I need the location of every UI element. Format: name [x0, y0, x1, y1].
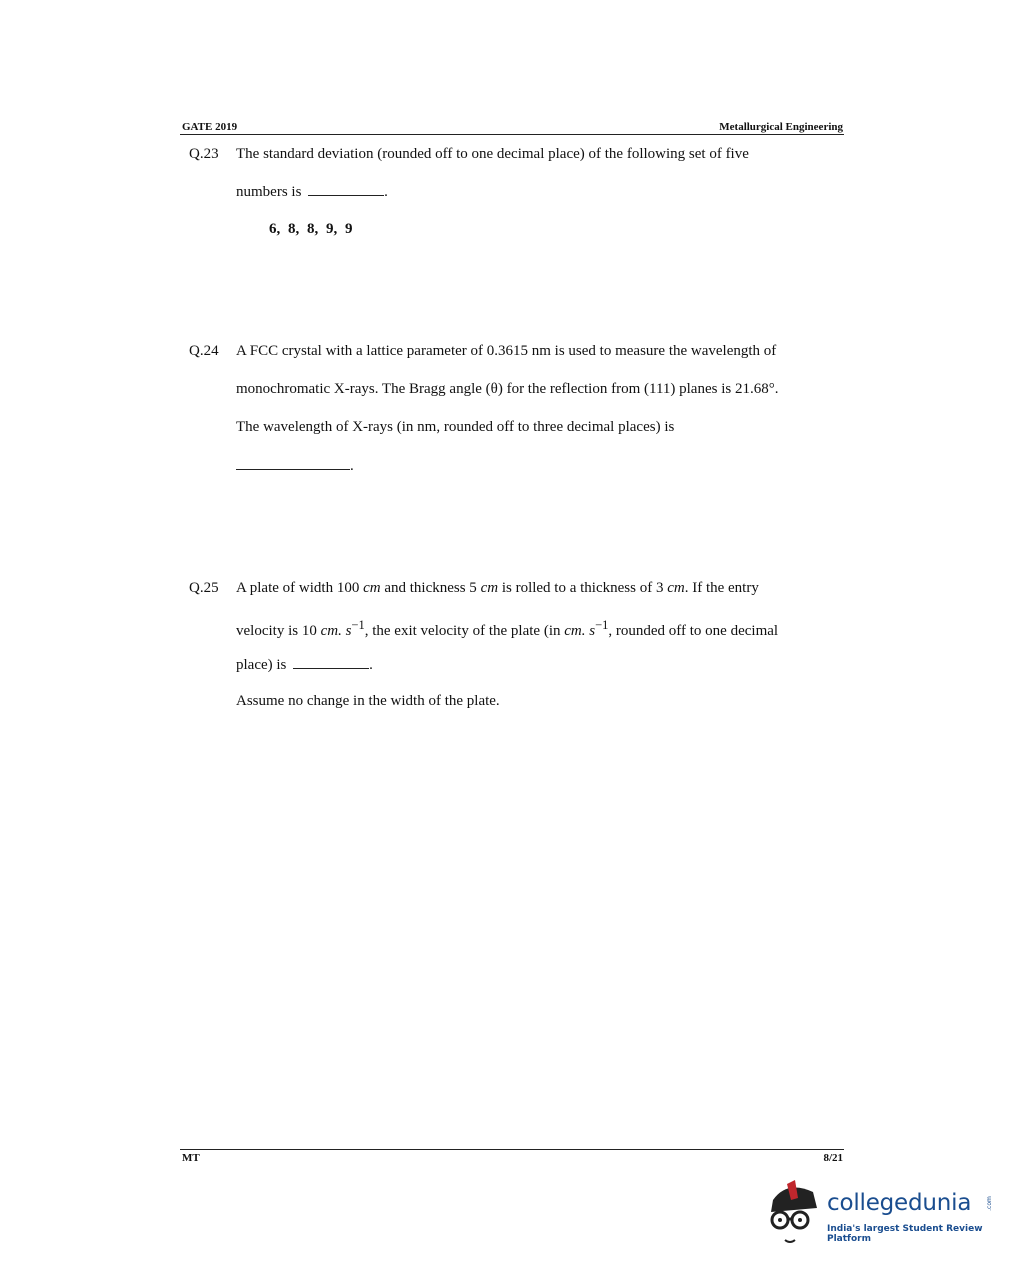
question-text: A FCC crystal with a lattice parameter of 0.3615 nm is used to measure the wavelength of: [236, 343, 777, 359]
exam-title: GATE 2019: [182, 121, 238, 133]
answer-blank: [308, 183, 384, 196]
header-rule: [180, 134, 844, 135]
question-note: Assume no change in the width of the plate.: [236, 693, 500, 709]
answer-blank-line: .: [236, 457, 354, 475]
exponent: −1: [595, 618, 609, 632]
question-text: [236, 580, 759, 597]
text-fragment: . If the entry: [684, 580, 759, 596]
question-text-cont: The wavelength of X-rays (in nm, rounded off to three decimal places) is: [236, 419, 675, 435]
footer-rule: [180, 1149, 844, 1150]
logo-tagline: India's largest Student Review Platform: [827, 1224, 983, 1244]
exponent: −1: [351, 618, 365, 632]
question-number: Q.25: [189, 580, 219, 596]
text-fragment: and thickness 5: [384, 580, 477, 596]
paper-code: MT: [182, 1152, 200, 1164]
answer-blank: [236, 457, 350, 470]
text-fragment: , rounded off to one decimal: [608, 623, 779, 639]
unit: cm: [667, 580, 685, 596]
text-fragment: is rolled to a thickness of 3: [501, 580, 664, 596]
logo-wordmark: collegedunia: [827, 1190, 972, 1216]
answer-blank: [293, 656, 369, 669]
page-number: 8/21: [823, 1152, 843, 1164]
subject-title: Metallurgical Engineering: [719, 121, 843, 133]
question-number: Q.24: [189, 343, 219, 359]
text-fragment: , the exit velocity of the plate (in: [364, 623, 561, 639]
question-text-cont: monochromatic X-rays. The Bragg angle (θ) for the reflection from (111) planes is 21.68°.: [236, 381, 779, 397]
question-text-cont: numbers is .: [236, 184, 388, 200]
question-text-cont: place) is .: [236, 657, 373, 673]
question-text-cont: [236, 618, 778, 640]
logo-suffix: .com: [985, 1196, 993, 1211]
text-fragment: A plate of width 100: [236, 580, 360, 596]
text-fragment: place) is: [236, 657, 287, 673]
question-text: The standard deviation (rounded off to one decimal place) of the following set of five: [236, 146, 749, 162]
collegedunia-logo: [765, 1178, 995, 1248]
unit: cm. s: [320, 623, 352, 639]
number-set: 6, 8, 8, 9, 9: [269, 221, 353, 237]
unit: cm. s: [564, 623, 596, 639]
unit: cm: [480, 580, 499, 596]
unit: cm: [363, 580, 381, 596]
text-fragment: velocity is 10: [236, 623, 317, 639]
question-number: Q.23: [189, 146, 219, 162]
mascot-icon: [765, 1178, 825, 1248]
question-text-fragment: numbers is: [236, 184, 302, 200]
